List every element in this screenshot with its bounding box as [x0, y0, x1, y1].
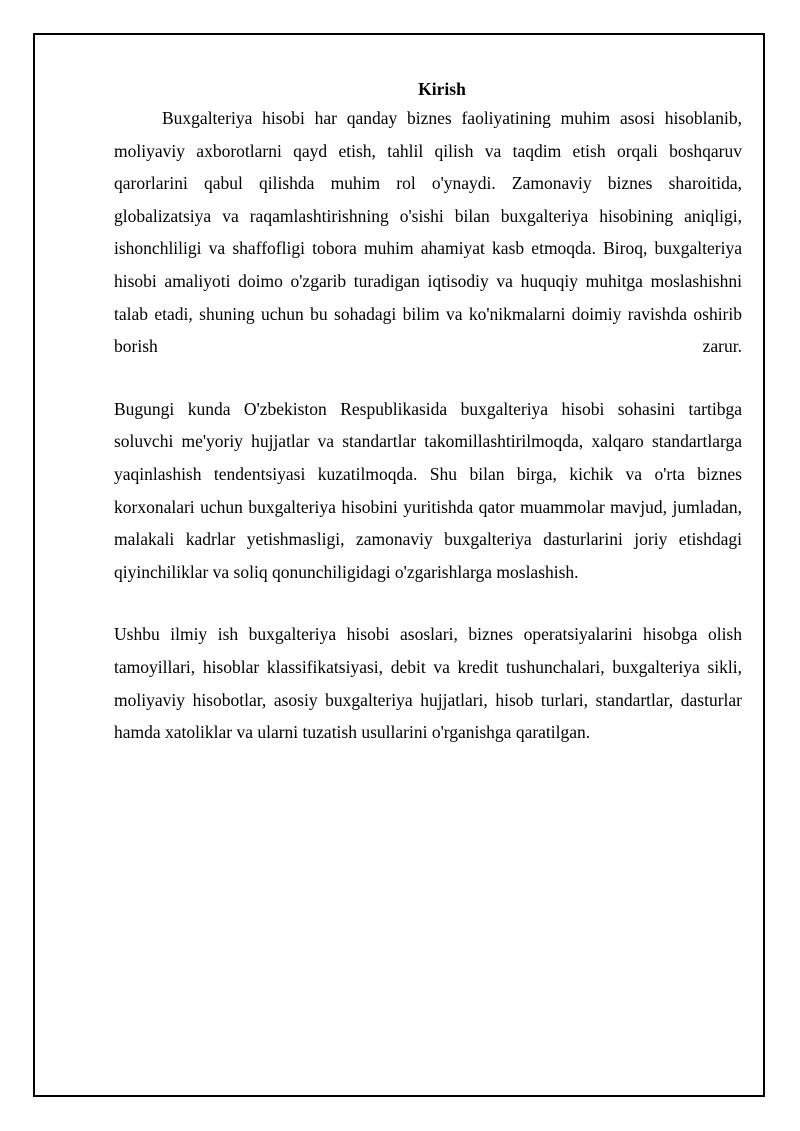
- page-title: Kirish: [418, 79, 466, 99]
- paragraph-scope: Ushbu ilmiy ish buxgalteriya hisobi asoslari, biznes operatsiyalarini hisobga olish tamoyillari, hisoblar klassifikatsiyasi, debit va kredit tushunchalari, buxgalteriya sikli, moliyaviy hisobotlar, asosiy buxgalteriya hujjatlari, hisob turlari, standartlar, dasturlar hamda xatoliklar va ularni tuzatish usullarini o'rganishga qaratilgan.: [114, 624, 742, 743]
- paragraph-spacer: [114, 588, 742, 618]
- paragraph-spacer: [114, 363, 742, 393]
- document-body: [114, 76, 742, 749]
- paragraph-uzbekistan: Bugungi kunda O'zbekiston Respublikasida buxgalteriya hisobi sohasini tartibga soluvchi me'yoriy hujjatlar va standartlar takomillashtirilmoqda, xalqaro standartlarga yaqinlashish tendentsiyasi kuzatilmoqda. Shu bilan birga, kichik va o'rta biznes korxonalari uchun buxgalteriya hisobini yuritishda qator muammolar mavjud, jumladan, malakali kadrlar yetishmasligi, zamonaviy buxgalteriya dasturlarini joriy etishdagi qiyinchiliklar va soliq qonunchiligidagi o'zgarishlarga moslashish.: [114, 398, 742, 582]
- paragraph-intro: Buxgalteriya hisobi har qanday biznes faoliyatining muhim asosi hisoblanib, moliyaviy axborotlarni qayd etish, tahlil qilish va taqdim etish orqali boshqaruv qarorlarini qabul qilishda muhim rol o'ynaydi. Zamonaviy biznes sharoitida, globalizatsiya va raqamlashtirishning o'sishi bilan buxgalteriya hisobining aniqligi, ishonchliligi va shaffofligi tobora muhim ahamiyat kasb etmoqda. Biroq, buxgalteriya hisobi amaliyoti doimo o'zgarib turadigan iqtisodiy va huquqiy muhitga moslashishni talab etadi, shuning uchun bu sohadagi bilim va ko'nikmalarni doimiy ravishda oshirib borish zarur.: [114, 108, 742, 357]
